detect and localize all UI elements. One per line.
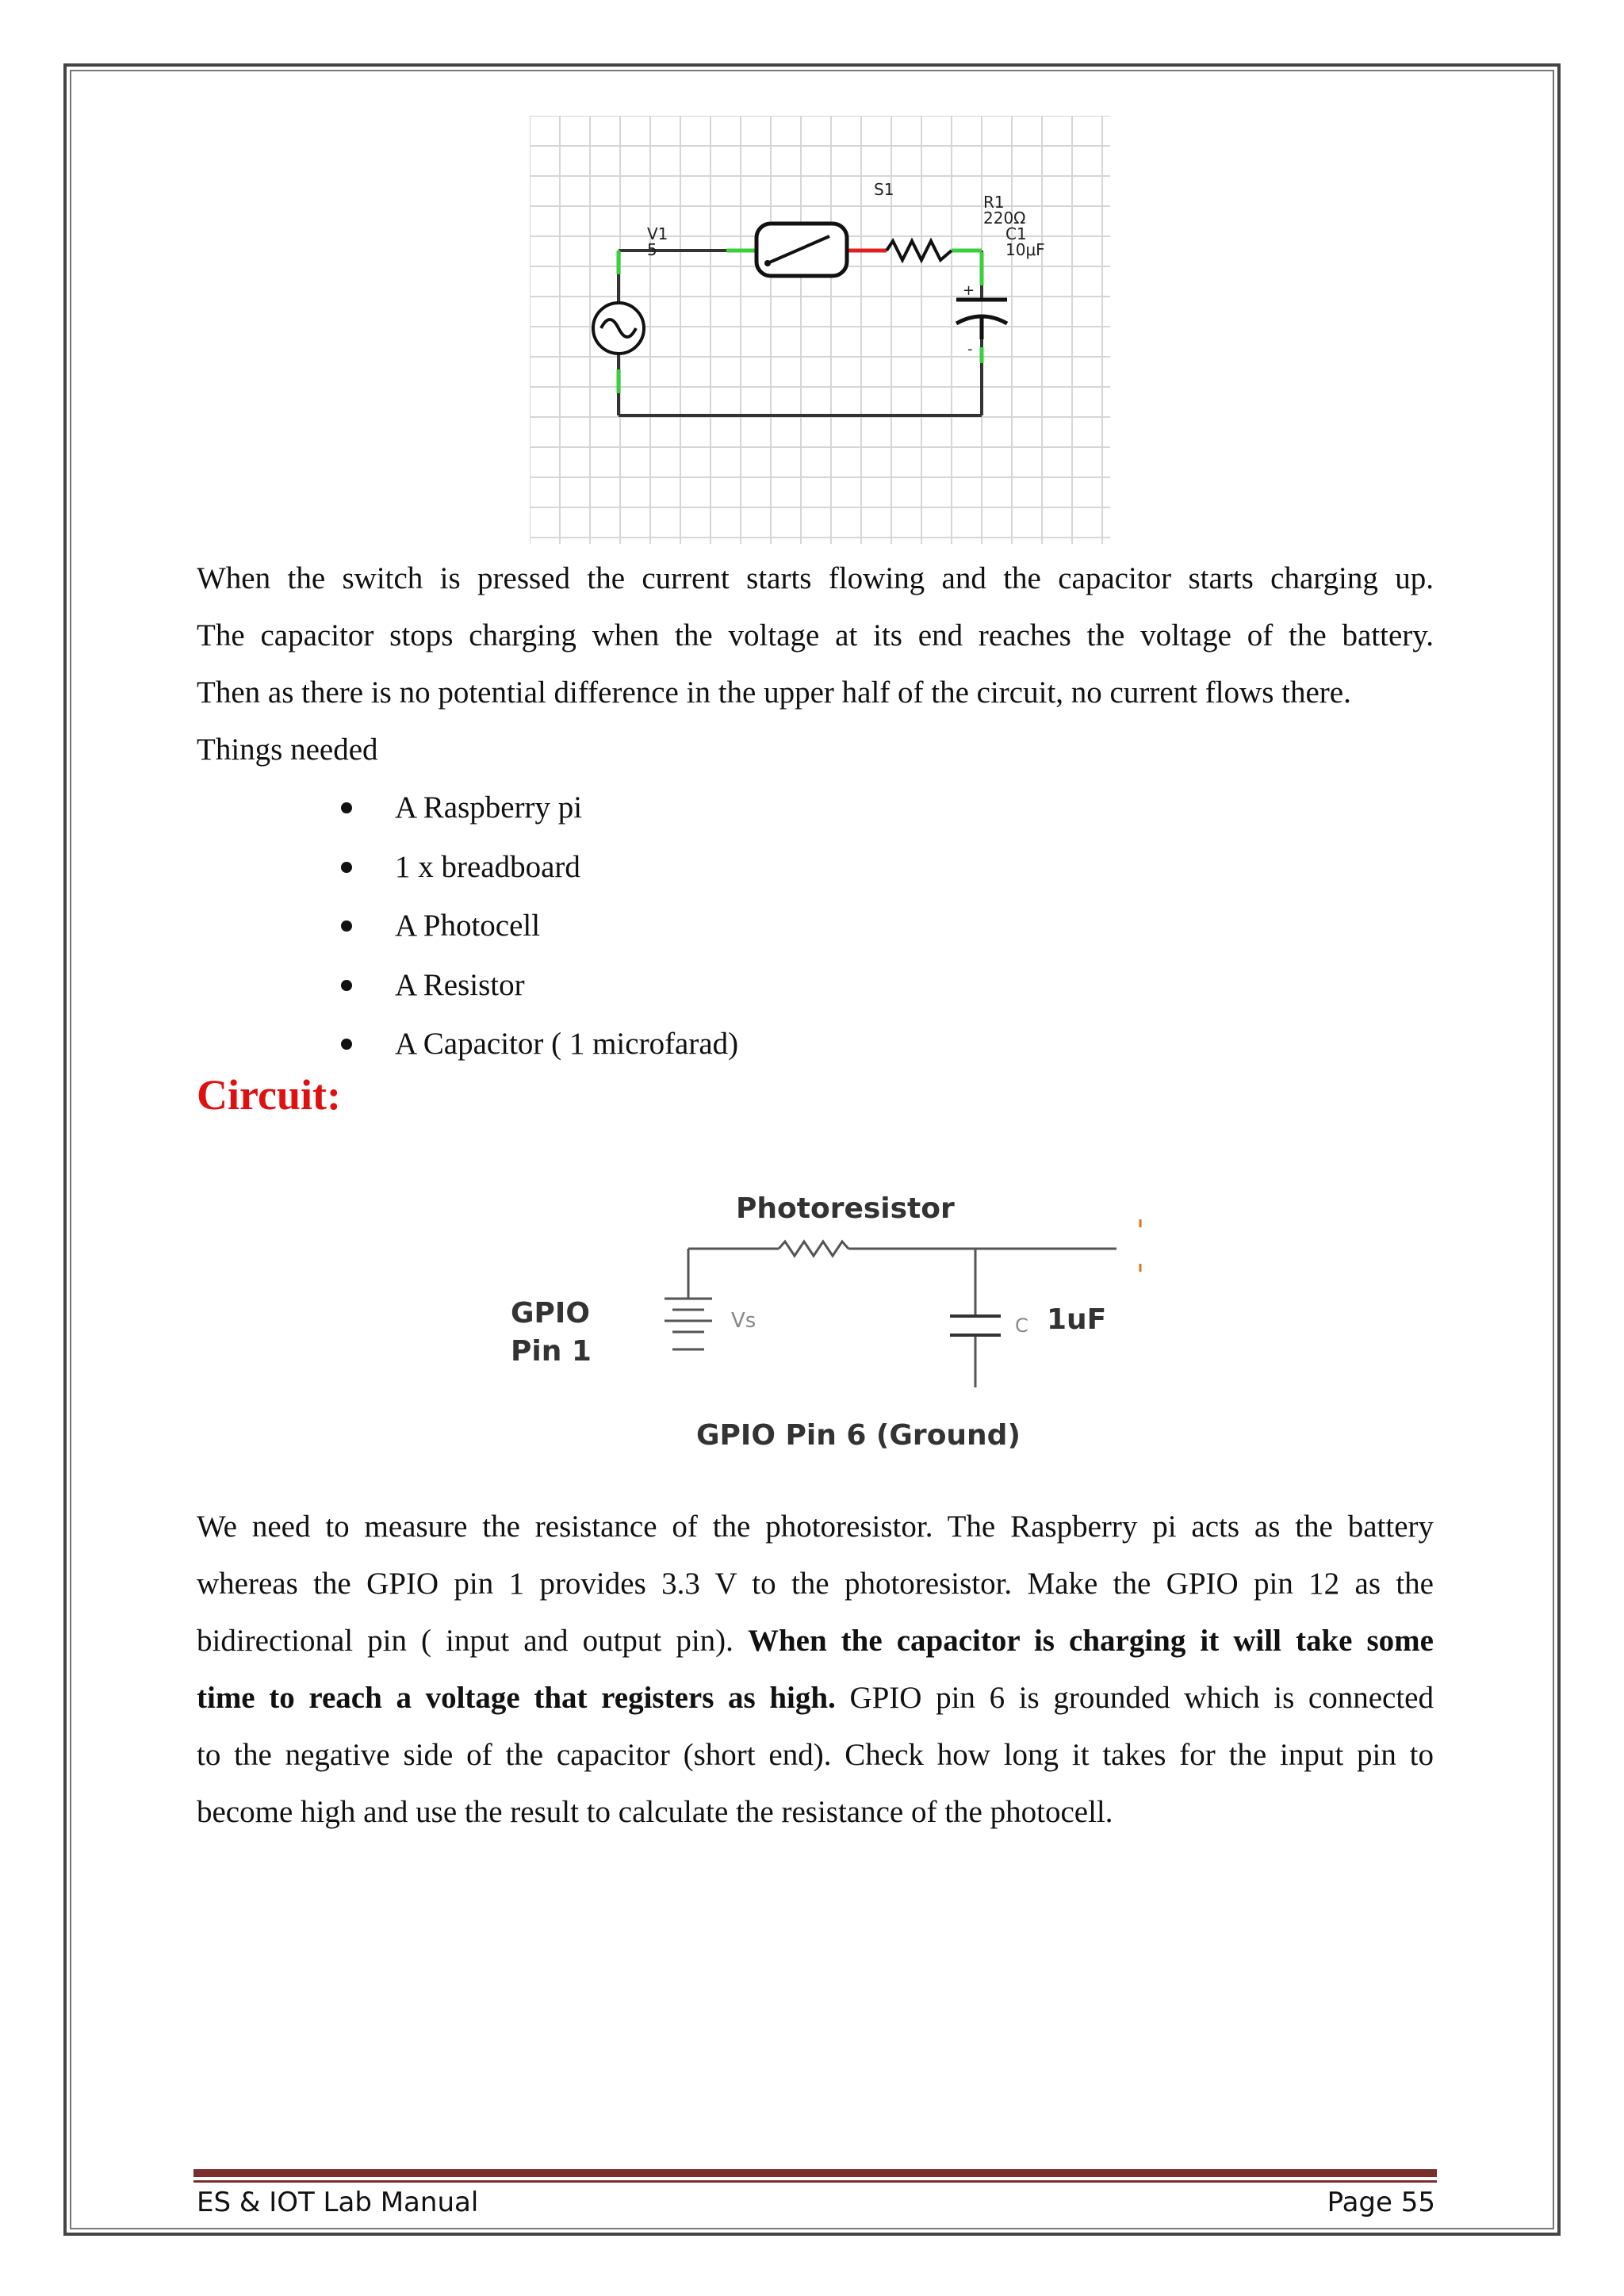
capacitor-symbol xyxy=(950,1316,1001,1335)
paragraph-line: become high and use the result to calculate the resistance of the photocell. xyxy=(197,1795,1113,1829)
bullet-icon xyxy=(341,920,352,932)
resistor-symbol xyxy=(887,241,952,260)
cap-value-label: 1uF xyxy=(1047,1303,1107,1336)
source-value-label: 5 xyxy=(647,240,657,259)
capacitor-name-label: C1 xyxy=(1005,224,1027,243)
paragraph-text: bidirectional pin ( input and output pin). xyxy=(197,1624,733,1658)
list-item xyxy=(341,779,738,838)
source-name-label: V1 xyxy=(647,224,668,243)
minus-sign: - xyxy=(967,341,973,358)
switch-label: S1 xyxy=(874,180,894,199)
pin1-label: Pin 1 xyxy=(511,1335,592,1368)
paragraph-line: We need to measure the resistance of the photoresistor. The Raspberry pi acts as the battery xyxy=(197,1510,1434,1544)
list-item xyxy=(341,838,738,897)
plus-sign: + xyxy=(963,282,975,299)
capacitor-value-label: 10μF xyxy=(1005,240,1045,259)
paragraph-line xyxy=(197,1670,1434,1727)
paragraph-line: whereas the GPIO pin 1 provides 3.3 V to the photoresistor. Make the GPIO pin 12 as the xyxy=(197,1567,1434,1601)
resistor-name-label: R1 xyxy=(983,193,1005,212)
paragraph-line: to the negative side of the capacitor (short end). Check how long it takes for the input pin to xyxy=(197,1738,1434,1772)
list-item xyxy=(341,897,738,956)
bullet-icon xyxy=(341,980,352,991)
photoresistor-symbol xyxy=(779,1242,848,1256)
list-item-label: A Raspberry pi xyxy=(395,790,583,825)
rc-circuit-figure xyxy=(530,116,1110,544)
paragraph-bold-text: time to reach a voltage that registers as high. xyxy=(197,1681,836,1715)
paragraph-line: The capacitor stops charging when the voltage at its end reaches the voltage of the battery. xyxy=(197,618,1434,652)
paragraph-line: When the switch is pressed the current starts flowing and the capacitor starts charging up. xyxy=(197,561,1434,595)
bullet-icon xyxy=(341,802,352,813)
vs-label: Vs xyxy=(731,1309,756,1333)
photoresistor-label: Photoresistor xyxy=(736,1192,955,1225)
circuit-heading: Circuit: xyxy=(197,1071,341,1119)
ground-label: GPIO Pin 6 (Ground) xyxy=(696,1419,1021,1452)
switch-symbol xyxy=(756,224,847,276)
paragraph-line xyxy=(197,1613,1434,1670)
ac-source-symbol xyxy=(593,303,644,354)
photoresistor-circuit-figure xyxy=(500,1173,1150,1459)
list-item-label: A Capacitor ( 1 microfarad) xyxy=(395,1027,739,1061)
paragraph-text: GPIO pin 6 is grounded which is connected xyxy=(849,1681,1434,1715)
page-number: Page 55 xyxy=(1327,2187,1435,2218)
list-item xyxy=(341,1015,738,1074)
list-item xyxy=(341,956,738,1016)
footer-rule xyxy=(193,2169,1437,2177)
paragraph-measurement-explanation xyxy=(197,1498,1434,1841)
bullet-icon xyxy=(341,862,352,873)
gpio-label: GPIO xyxy=(511,1297,590,1330)
list-item-label: A Resistor xyxy=(395,967,525,1002)
things-needed-list xyxy=(341,779,738,1074)
list-item-label: 1 x breadboard xyxy=(395,849,580,884)
things-needed-title: Things needed xyxy=(197,733,378,767)
paragraph-line: Then as there is no potential difference in the upper half of the circuit, no current flows there. xyxy=(197,675,1351,710)
resistor-value-label: 220Ω xyxy=(983,209,1026,228)
list-item-label: A Photocell xyxy=(395,909,541,943)
footer-rule-thin xyxy=(193,2180,1437,2183)
cap-symbol-label: C xyxy=(1015,1314,1028,1337)
bullet-icon xyxy=(341,1039,352,1050)
paragraph-switch-explanation xyxy=(197,550,1434,721)
footer-title: ES & IOT Lab Manual xyxy=(197,2187,479,2218)
paragraph-bold-text: When the capacitor is charging it will take some xyxy=(747,1624,1434,1658)
battery-symbol xyxy=(665,1299,712,1349)
